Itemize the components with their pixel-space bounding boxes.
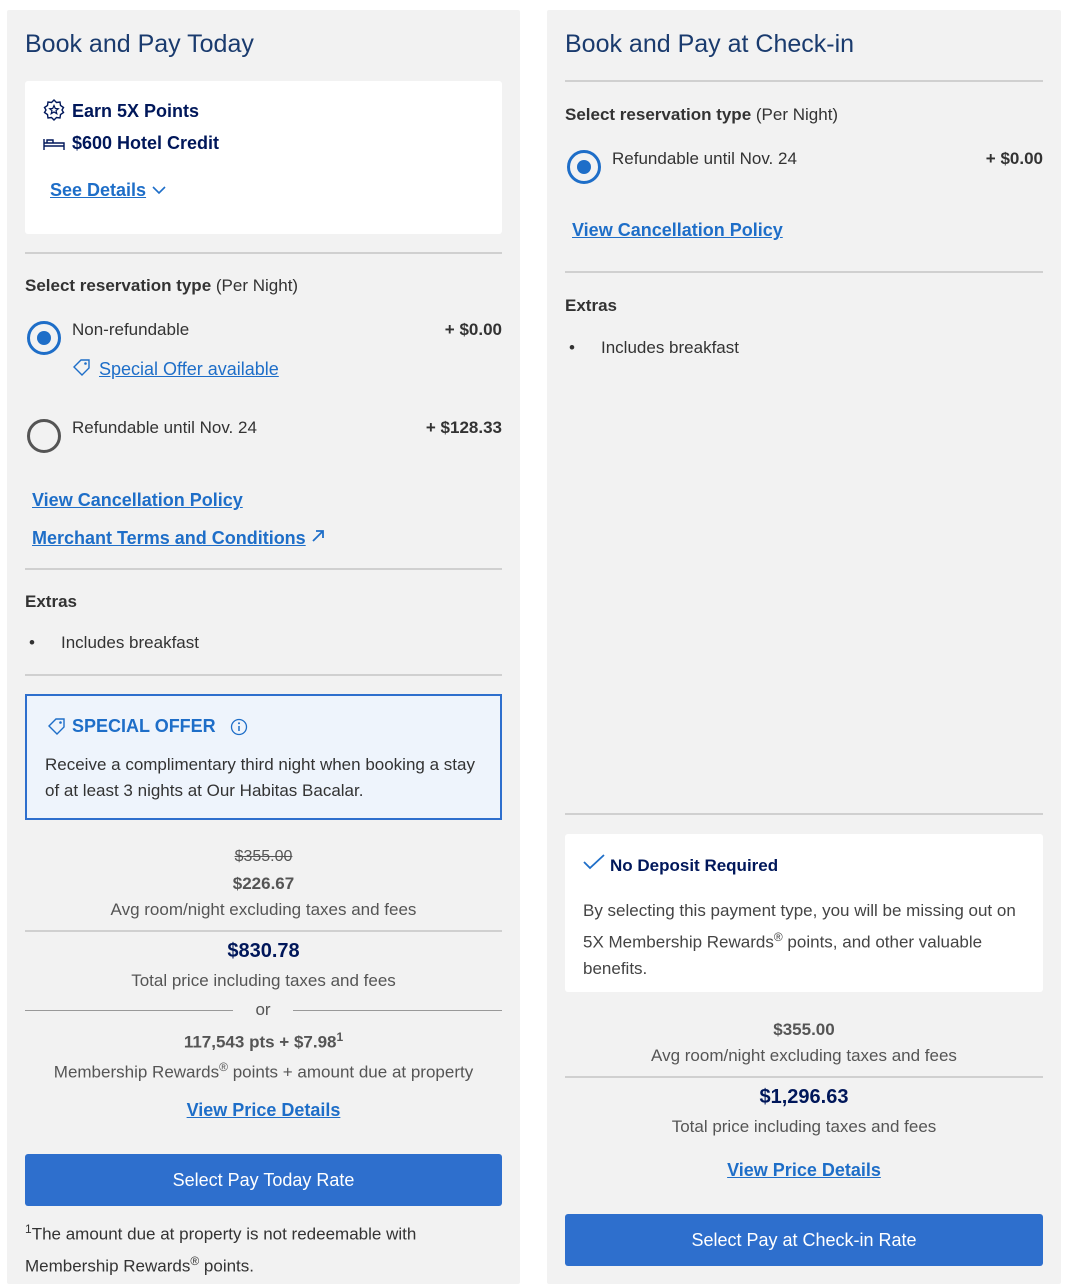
panel-title: Book and Pay at Check-in [565,30,855,58]
special-offer-text: Receive a complimentary third night when booking a stay of at least 3 nights at Our Habitas Bacalar. [45,755,475,800]
special-offer-box [25,694,502,820]
total-price-label: Total price including taxes and fees [131,971,396,990]
merchant-terms-label: Merchant Terms and Conditions [32,528,306,548]
info-icon[interactable] [230,718,248,741]
divider [25,252,502,254]
select-pay-at-checkin-button[interactable]: Select Pay at Check-in Rate [565,1214,1043,1266]
special-offer-title: SPECIAL OFFER [72,716,216,736]
bullet: • [569,338,575,357]
avg-price: $355.00 [773,1020,835,1039]
reservation-label: Select reservation type [565,105,752,124]
view-price-details-wrap [25,1100,502,1121]
footnote-text-b: Membership Rewards [25,1256,191,1276]
view-price-details-link[interactable]: View Price Details [186,1100,341,1120]
checkmark-icon [583,854,605,875]
avg-price-label: Avg room/night excluding taxes and fees [651,1046,957,1065]
total-price: $1,296.63 [759,1086,849,1108]
external-link-icon [310,528,326,549]
non-refundable-price: + $0.00 [444,320,502,339]
cancellation-policy-link[interactable]: View Cancellation Policy [572,220,783,240]
view-price-details-wrap [565,1160,1043,1181]
no-deposit-title: No Deposit Required [610,856,779,875]
extras-item: Includes breakfast [601,338,739,357]
divider [565,80,1043,82]
points-price [25,1030,502,1053]
refundable-radio[interactable] [567,150,601,184]
view-price-details-link[interactable]: View Price Details [727,1160,881,1180]
registered-mark: ® [190,1253,200,1268]
reservation-label: Select reservation type [25,276,212,295]
special-offer-label: Special Offer available [99,359,279,379]
refundable-label: Refundable until Nov. 24 [72,418,257,437]
points-label-rest: points + amount due at property [227,1062,474,1082]
tag-icon [72,358,92,381]
reservation-type-heading [25,276,298,296]
divider [565,1076,1043,1078]
merchant-terms-link[interactable] [32,528,326,549]
no-deposit-card [565,834,1043,992]
reservation-sub: (Per Night) [755,105,839,124]
or-separator: or [233,1000,293,1020]
benefit-credit: $600 Hotel Credit [72,133,220,153]
original-price [25,848,502,866]
select-pay-today-button[interactable]: Select Pay Today Rate [25,1154,502,1206]
footnote-number: 1 [25,1222,32,1236]
refundable-label: Refundable until Nov. 24 [612,149,797,168]
no-deposit-text-b: points, and other valuable benefits. [583,932,983,978]
cancellation-policy-link[interactable]: View Cancellation Policy [32,490,243,510]
extras-title: Extras [25,592,77,611]
bed-icon [43,137,65,156]
pay-today-panel [7,10,520,1284]
divider [565,813,1043,815]
see-details-link[interactable] [50,180,166,201]
non-refundable-label: Non-refundable [72,320,190,339]
panel-title: Book and Pay Today [25,30,254,58]
footnote [25,1216,502,1279]
bullet: • [29,633,35,652]
pay-at-checkin-panel [547,10,1061,1284]
registered-mark: ® [219,1060,228,1074]
points-label-brand: Membership Rewards [53,1062,220,1082]
star-badge-icon [43,99,65,126]
divider [25,568,502,570]
special-offer-link[interactable] [72,358,279,381]
footnote-text-a: The amount due at property is not redeemable with [31,1224,417,1244]
total-price-label: Total price including taxes and fees [671,1117,937,1136]
avg-price: $226.67 [232,874,295,893]
reservation-sub: (Per Night) [215,276,299,295]
divider [25,674,502,676]
see-details-label: See Details [50,180,147,200]
benefits-card [25,81,502,234]
no-deposit-text [583,898,1028,982]
benefit-points: Earn 5X Points [72,101,200,121]
avg-price-label: Avg room/night excluding taxes and fees [110,900,417,919]
extras-title: Extras [565,296,617,315]
points-label [25,1060,502,1083]
extras-item: Includes breakfast [61,633,199,652]
registered-mark: ® [773,930,783,944]
chevron-down-icon [152,182,166,200]
no-deposit-text-a: By selecting this payment type, you will be missing out on 5X Membership Rewards [583,901,1016,952]
reservation-type-heading [565,105,838,125]
points-value: 117,543 pts + $7.98 [183,1032,337,1052]
original-price-value: $355.00 [234,848,293,865]
divider [565,271,1043,273]
tag-icon [47,717,67,740]
refundable-radio[interactable] [27,419,61,453]
refundable-price: + $128.33 [425,418,502,437]
non-refundable-radio[interactable] [27,321,61,355]
total-price: $830.78 [227,940,300,962]
divider [25,930,502,932]
points-footnote-mark: 1 [336,1030,344,1044]
footnote-text-c: points. [199,1256,254,1276]
refundable-price: + $0.00 [985,149,1043,168]
